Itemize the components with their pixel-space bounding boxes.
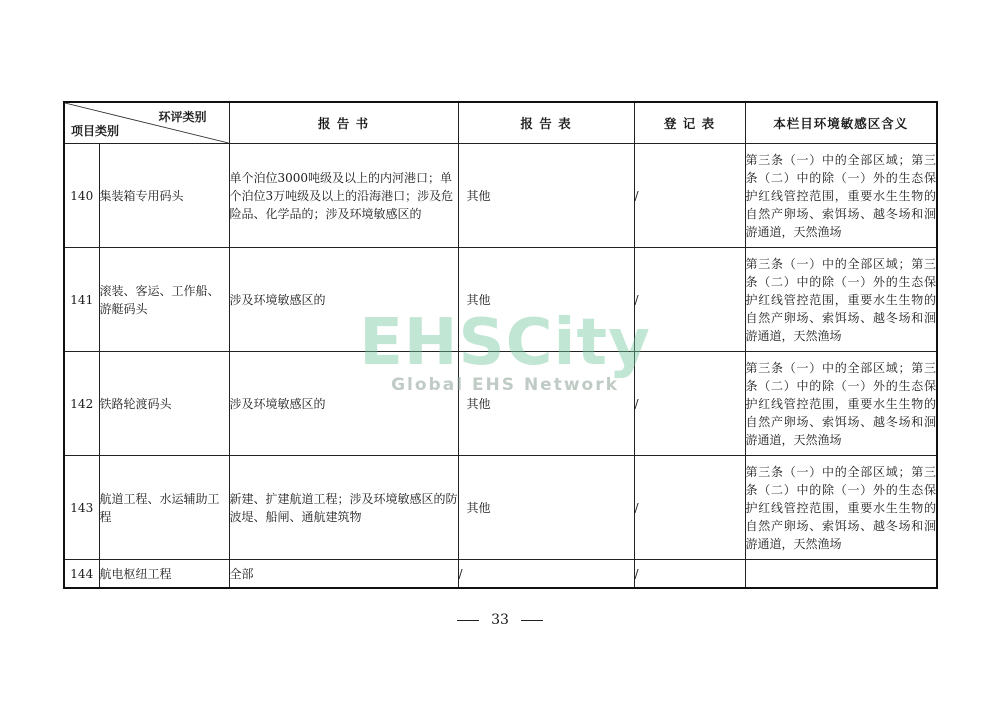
table-row: [64, 560, 937, 589]
row-number: 140: [64, 144, 99, 248]
table-row: [64, 352, 937, 456]
meaning-cell: 第三条（一）中的全部区域；第三条（二）中的除（一）外的生态保护红线管控范围，重要水生生物的自然产卵场、索饵场、越冬场和洄游通道，天然渔场: [745, 352, 937, 456]
registration-cell: /: [634, 352, 745, 456]
row-number: 143: [64, 456, 99, 560]
row-number: 142: [64, 352, 99, 456]
meaning-cell: 第三条（一）中的全部区域；第三条（二）中的除（一）外的生态保护红线管控范围，重要水生生物的自然产卵场、索饵场、越冬场和洄游通道，天然渔场: [745, 248, 937, 352]
footer-dash-left: [457, 620, 479, 621]
registration-cell: /: [634, 144, 745, 248]
report-form-cell: 其他: [458, 352, 634, 456]
registration-cell: /: [634, 248, 745, 352]
report-form-cell: 其他: [458, 456, 634, 560]
corner-top-label: 环评类别: [158, 110, 207, 124]
table-header-row: [64, 102, 937, 144]
header-registration: 登 记 表: [634, 102, 745, 144]
meaning-cell: 第三条（一）中的全部区域；第三条（二）中的除（一）外的生态保护红线管控范围，重要水生生物的自然产卵场、索饵场、越冬场和洄游通道，天然渔场: [745, 456, 937, 560]
registration-cell: /: [634, 456, 745, 560]
project-name: 集装箱专用码头: [99, 144, 229, 248]
report-book-cell: 全部: [229, 560, 458, 589]
row-number: 141: [64, 248, 99, 352]
header-meaning: 本栏目环境敏感区含义: [745, 102, 937, 144]
project-name: 铁路轮渡码头: [99, 352, 229, 456]
footer-dash-right: [521, 620, 543, 621]
table-row: [64, 248, 937, 352]
report-book-cell: 涉及环境敏感区的: [229, 352, 458, 456]
watermark-subtitle: Global EHS Network: [391, 375, 619, 395]
watermark-logo: EHSCity: [359, 306, 651, 380]
meaning-cell: [745, 560, 937, 589]
report-book-cell: 单个泊位3000吨级及以上的内河港口；单个泊位3万吨级及以上的沿海港口；涉及危险品、化学品的；涉及环境敏感区的: [229, 144, 458, 248]
registration-cell: /: [634, 560, 745, 589]
corner-bottom-label: 项目类别: [71, 124, 120, 138]
corner-header-cell: [64, 102, 229, 144]
project-name: 航道工程、水运辅助工程: [99, 456, 229, 560]
project-name: 航电枢纽工程: [99, 560, 229, 589]
report-book-cell: 涉及环境敏感区的: [229, 248, 458, 352]
report-form-cell: /: [458, 560, 634, 589]
report-book-cell: 新建、扩建航道工程；涉及环境敏感区的防波堤、船闸、通航建筑物: [229, 456, 458, 560]
page-footer: [0, 612, 1000, 628]
report-form-cell: 其他: [458, 248, 634, 352]
header-report-book: 报 告 书: [229, 102, 458, 144]
meaning-cell: 第三条（一）中的全部区域；第三条（二）中的除（一）外的生态保护红线管控范围，重要水生生物的自然产卵场、索饵场、越冬场和洄游通道，天然渔场: [745, 144, 937, 248]
classification-table: [63, 101, 938, 589]
row-number: 144: [64, 560, 99, 589]
table-row: [64, 144, 937, 248]
report-form-cell: 其他: [458, 144, 634, 248]
table-row: [64, 456, 937, 560]
header-report-form: 报 告 表: [458, 102, 634, 144]
project-name: 滚装、客运、工作船、游艇码头: [99, 248, 229, 352]
page-number: 33: [491, 612, 509, 628]
